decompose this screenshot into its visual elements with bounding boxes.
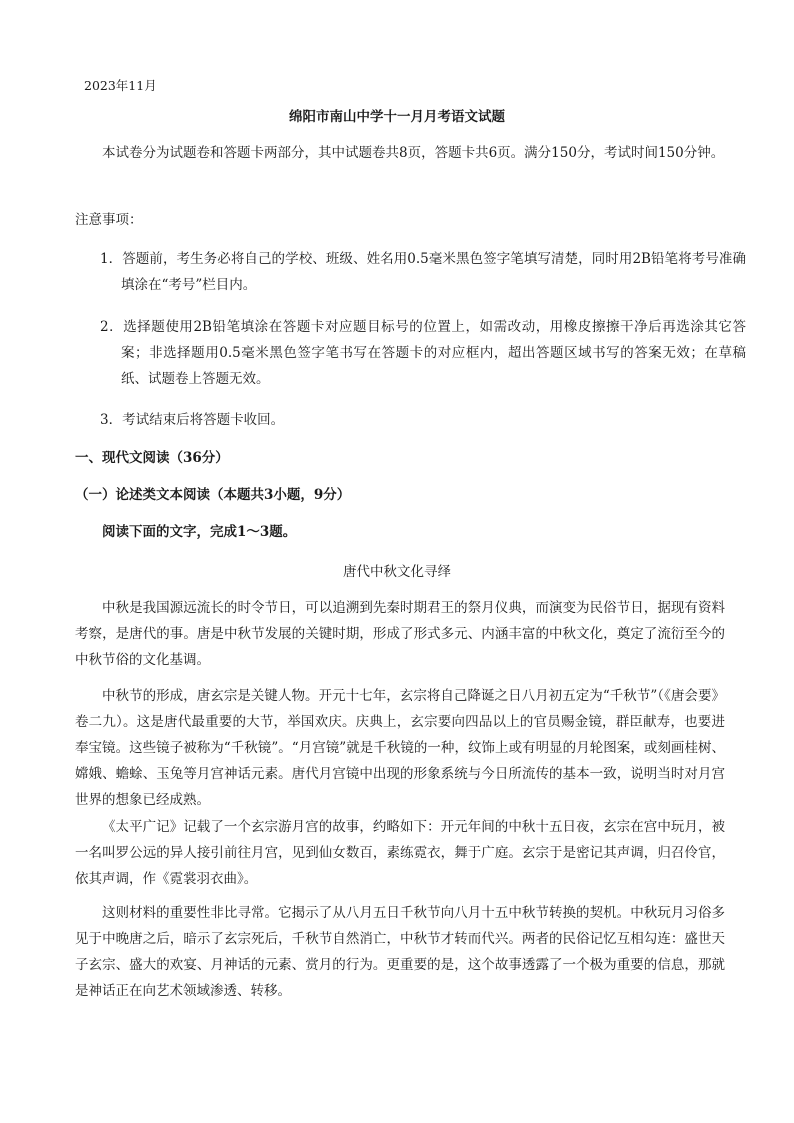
section-instruction: 阅读下面的文字，完成1～3题。	[102, 524, 297, 540]
section-heading: 一、现代文阅读（36分）	[75, 450, 229, 466]
notice-label: 注意事项：	[75, 212, 143, 228]
section-subheading: （一）论述类文本阅读（本题共3小题，9分）	[75, 487, 351, 503]
essay-paragraph-3: 《太平广记》记载了一个玄宗游月宫的故事，约略如下：开元年间的中秋十五日夜，玄宗在宫中玩月，被一名叫罗公远的异人接引前往月宫，见到仙女数百，素练霓衣，舞于广庭。玄宗于是密记其声调，归召伶官，依其声调，作《霓裳羽衣曲》。	[75, 819, 725, 887]
essay-title: 唐代中秋文化寻绎	[343, 564, 451, 580]
intro-paragraph: 本试卷分为试题卷和答题卡两部分，其中试题卷共8页，答题卡共6页。满分150分，考试时间150分钟。	[102, 145, 725, 161]
essay-paragraph-1: 中秋是我国源远流长的时令节日，可以追溯到先秦时期君王的祭月仪典，而演变为民俗节日，据现有资料考察，是唐代的事。唐是中秋节发展的关键时期，形成了形式多元、内涵丰富的中秋文化，奠定了流衍至今的中秋节俗的文化基调。	[75, 600, 725, 668]
notice-item-2: 2．选择题使用2B铅笔填涂在答题卡对应题目标号的位置上，如需改动，用橡皮擦擦干净后再选涂其它答案；非选择题用0.5毫米黑色签字笔书写在答题卡的对应框内，超出答题区域书写的答案无效；在草稿纸、试题卷上答题无效。	[100, 319, 746, 387]
essay-paragraph-2: 中秋节的形成，唐玄宗是关键人物。开元十七年，玄宗将自己降诞之日八月初五定为“千秋节”（《唐会要》卷二九）。这是唐代最重要的大节，举国欢庆。庆典上，玄宗要向四品以上的官员赐金镜，群臣献寿，也要进奉宝镜。这些镜子被称为“千秋镜”。“月宫镜”就是千秋镜的一种，纹饰上或有明显的月轮图案，或刻画桂树、嫦娥、蟾蜍、玉兔等月宫神话元素。唐代月宫镜中出现的形象系统与今日所流传的基本一致，说明当时对月宫世界的想象已经成熟。	[75, 688, 725, 808]
notice-item-3: 3．考试结束后将答题卡收回。	[100, 412, 285, 428]
exam-title: 绵阳市南山中学十一月月考语文试题	[289, 109, 505, 125]
notice-item-1: 1．答题前，考生务必将自己的学校、班级、姓名用0.5毫米黑色签字笔填写清楚，同时用2B铅笔将考号准确填涂在“考号”栏目内。	[100, 251, 746, 293]
essay-paragraph-4: 这则材料的重要性非比寻常。它揭示了从八月五日千秋节向八月十五中秋节转换的契机。中秋玩月习俗多见于中晚唐之后，暗示了玄宗死后，千秋节自然消亡，中秋节才转而代兴。两者的民俗记忆互相勾连：盛世天子玄宗、盛大的欢宴、月神话的元素、赏月的行为。更重要的是，这个故事透露了一个极为重要的信息，那就是神话正在向艺术领域渗透、转移。	[75, 905, 725, 999]
exam-date: 2023年11月	[84, 78, 157, 93]
